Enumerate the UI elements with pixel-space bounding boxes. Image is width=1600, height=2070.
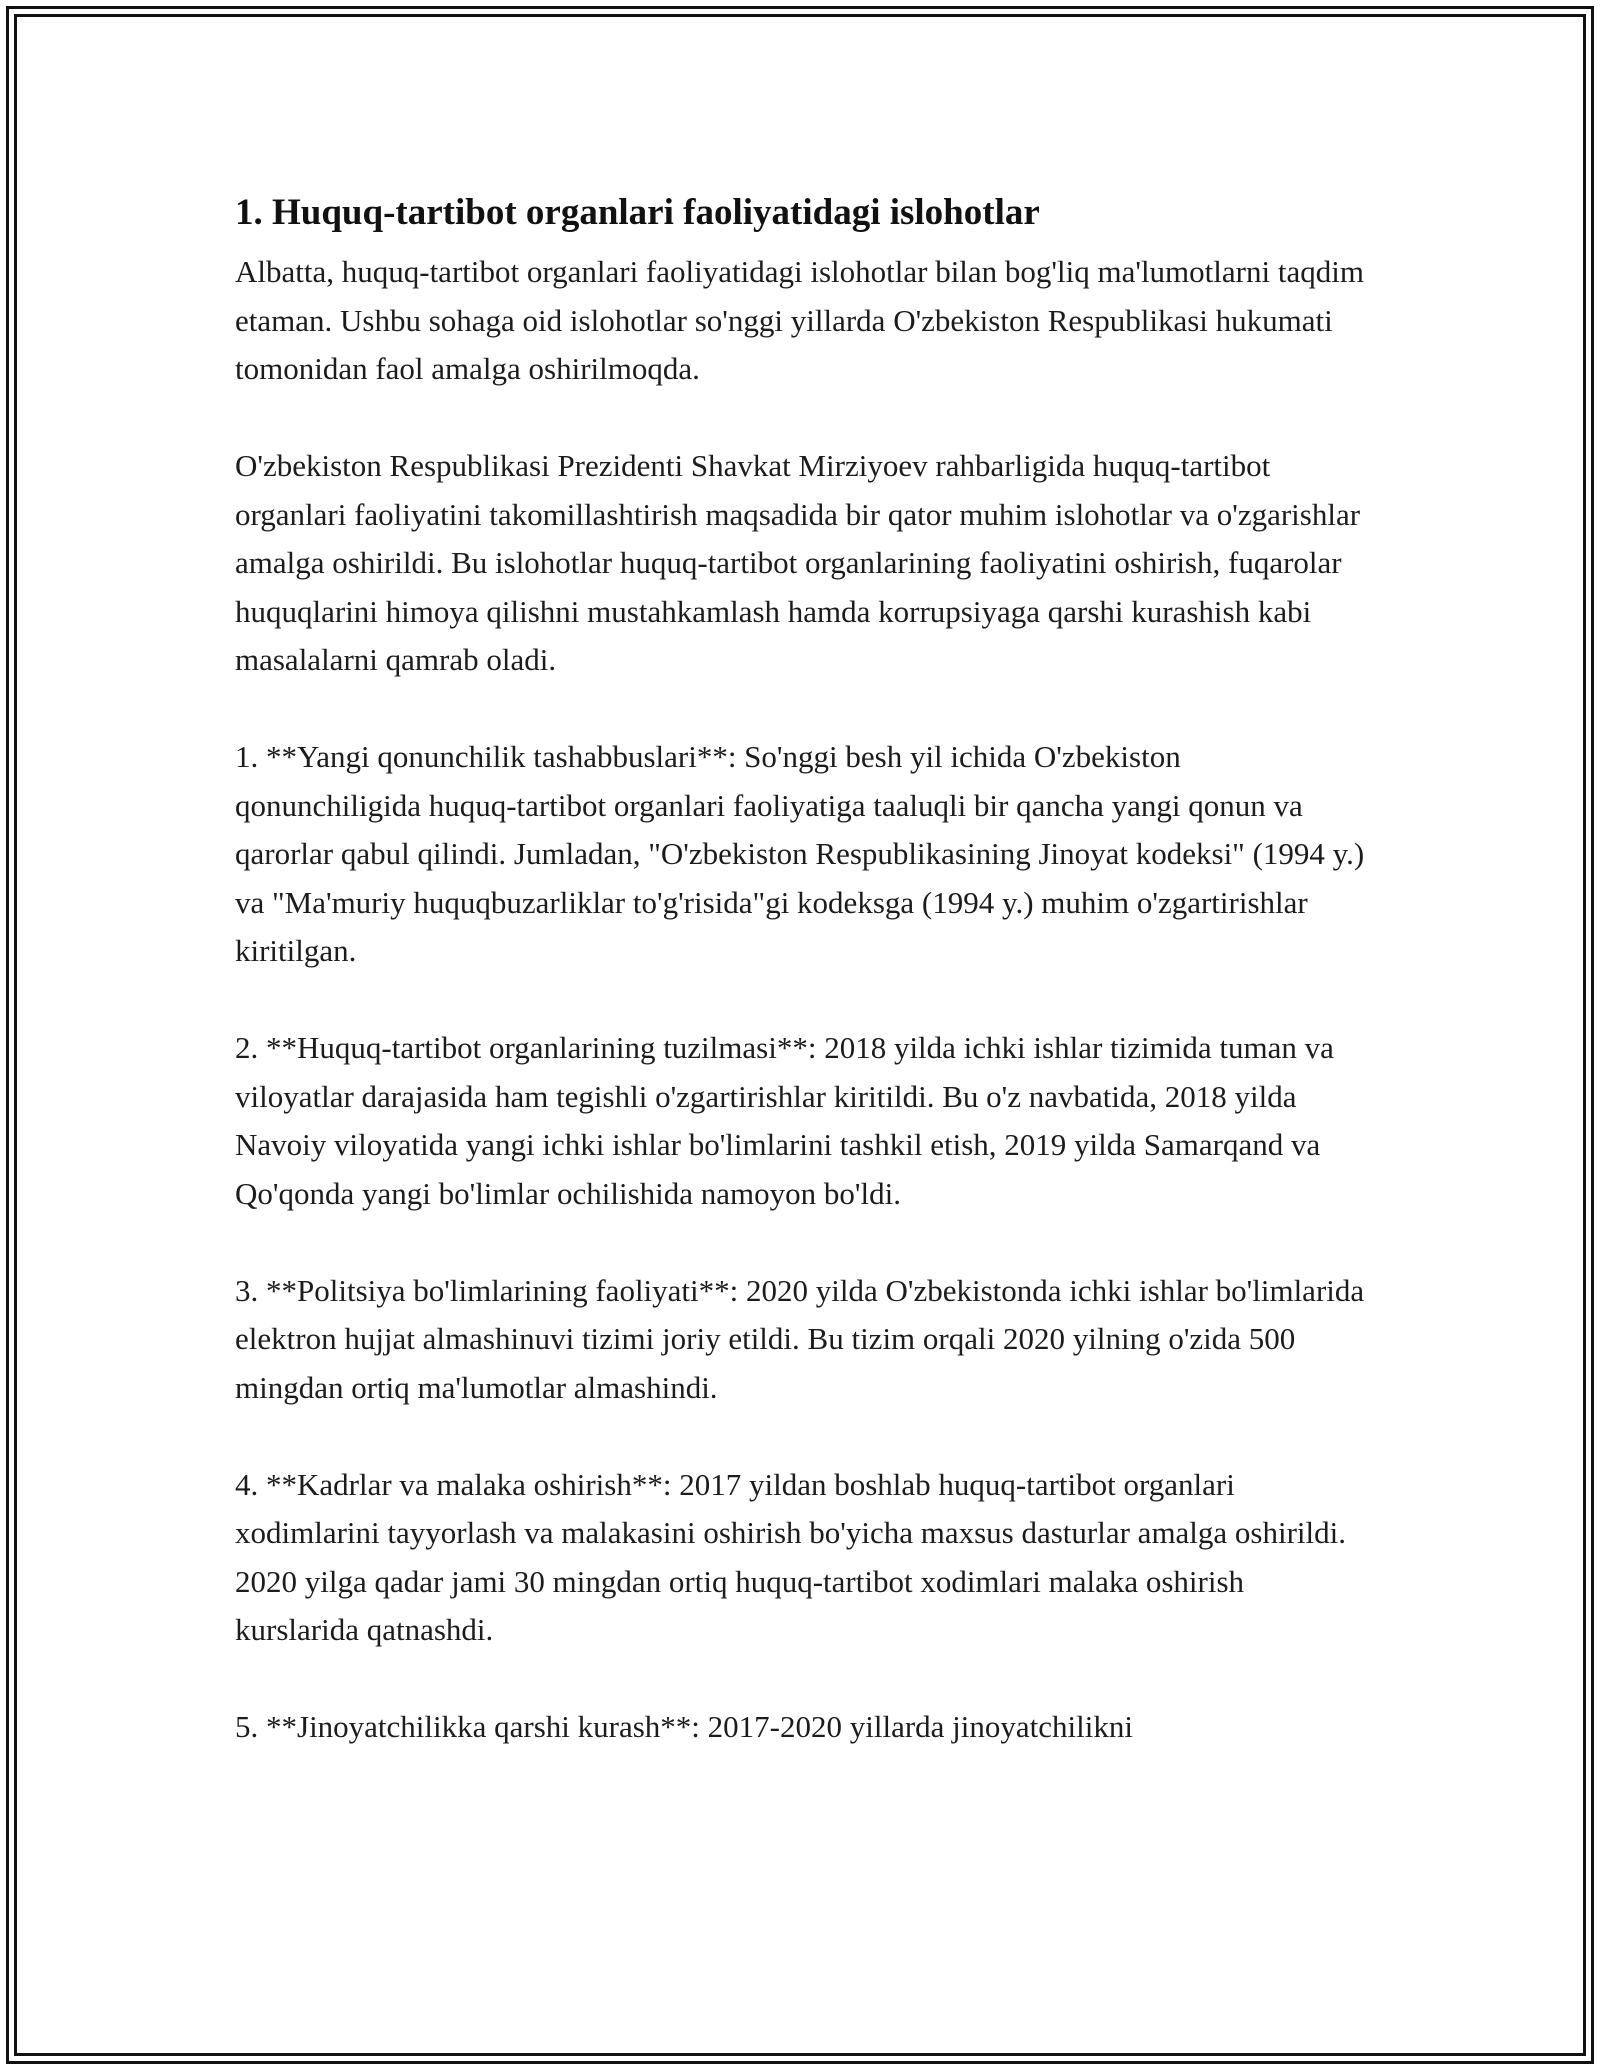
list-item-crime-fighting: 5. **Jinoyatchilikka qarshi kurash**: 2017-2020 yillarda jinoyatchilikni [235, 1709, 1133, 1744]
list-item-structure: 2. **Huquq-tartibot organlarining tuzilmasi**: 2018 yilda ichki ishlar tizimida tuman va viloyatlar darajasida ham tegishli o'zgartirishlar kiritildi. Bu o'z navbatida, 2018 yilda Navoiy viloyatida yangi ichki ishlar bo'limlarini tashkil etish, 2019 yilda Samarqand va Qo'qonda yangi bo'limlar ochilishida namoyon bo'ldi. [235, 1030, 1334, 1211]
list-item-police-activity: 3. **Politsiya bo'limlarining faoliyati**: 2020 yilda O'zbekistonda ichki ishlar bo'limlarida elektron hujjat almashinuvi tizimi joriy etildi. Bu tizim orqali 2020 yilning o'zida 500 mingdan ortiq ma'lumotlar almashindi. [235, 1272, 1365, 1405]
document-title: 1. Huquq-tartibot organlari faoliyatidagi islohotlar [235, 192, 1040, 233]
intro-paragraph: Albatta, huquq-tartibot organlari faoliyatidagi islohotlar bilan bog'liq ma'lumotlarni taqdim etaman. Ushbu sohaga oid islohotlar so'nggi yillarda O'zbekiston Respublikasi hukumati tomonidan faol amalga oshirilmoqda. [235, 254, 1364, 386]
list-item-legislation: 1. **Yangi qonunchilik tashabbuslari**: So'nggi besh yil ichida O'zbekiston qonunchiligida huquq-tartibot organlari faoliyatiga taaluqli bir qancha yangi qonun va qarorlar qabul qilindi. Jumladan, "O'zbekiston Respublikasining Jinoyat kodeksi" (1994 y.) va "Ma'muriy huquqbuzarliklar to'g'risida"gi kodeksga (1994 y.) muhim o'zgartirishlar kiritilgan. [235, 739, 1365, 968]
context-paragraph: O'zbekiston Respublikasi Prezidenti Shavkat Mirziyoev rahbarligida huquq-tartibot organlari faoliyatini takomillashtirish maqsadida bir qator muhim islohotlar va o'zgarishlar amalga oshirildi. Bu islohotlar huquq-tartibot organlarining faoliyatini oshirish, fuqarolar huquqlarini himoya qilishni mustahkamlash hamda korrupsiyaga qarshi kurashish kabi masalalarni qamrab oladi. [235, 448, 1361, 677]
list-item-training: 4. **Kadrlar va malaka oshirish**: 2017 yildan boshlab huquq-tartibot organlari xodimlarini tayyorlash va malakasini oshirish bo'yicha maxsus dasturlar amalga oshirildi. 2020 yilga qadar jami 30 mingdan ortiq huquq-tartibot xodimlari malaka oshirish kurslarida qatnashdi. [235, 1466, 1347, 1647]
document-body [235, 186, 1365, 1752]
